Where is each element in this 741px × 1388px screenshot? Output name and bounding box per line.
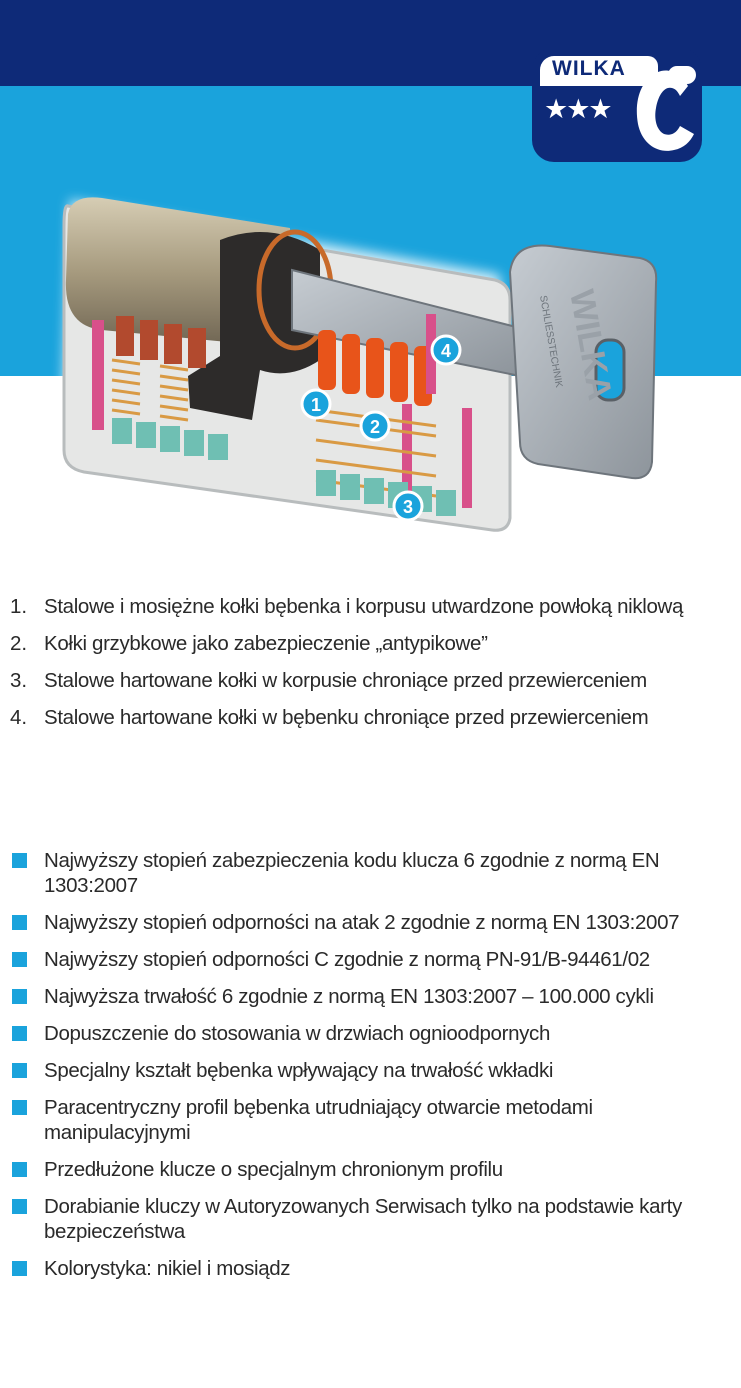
- bullet-feature: [0, 848, 741, 898]
- feature-text: Dopuszczenie do stosowania w drzwiach ognioodpornych: [44, 1022, 550, 1045]
- bullet-feature: [0, 910, 741, 935]
- numbered-features-list: [0, 594, 741, 742]
- svg-text:2: 2: [369, 417, 381, 437]
- bullet-feature: [0, 947, 741, 972]
- bullet-square-icon: [12, 1261, 27, 1276]
- bullet-feature: [0, 1256, 741, 1281]
- callout-4: [432, 336, 460, 364]
- feature-text: Dorabianie kluczy w Autoryzowanych Serwisach tylko na podstawie karty bezpieczeństwa: [44, 1195, 682, 1243]
- feature-text: Kolorystyka: nikiel i mosiądz: [44, 1257, 291, 1280]
- feature-number: 1.: [10, 595, 28, 618]
- bullet-features-list: [0, 848, 741, 1293]
- bullet-feature: [0, 1021, 741, 1046]
- bullet-square-icon: [12, 1162, 27, 1177]
- bullet-feature: [0, 984, 741, 1009]
- numbered-feature: [0, 668, 741, 693]
- bullet-square-icon: [12, 952, 27, 967]
- feature-text: Najwyższy stopień zabezpieczenia kodu klucza 6 zgodnie z normą EN 1303:2007: [44, 849, 660, 897]
- bullet-square-icon: [12, 1100, 27, 1115]
- feature-text: Kołki grzybkowe jako zabezpieczenie „antypikowe”: [44, 632, 488, 655]
- bullet-square-icon: [12, 915, 27, 930]
- callout-1: [302, 390, 330, 418]
- badge-brand-label: WILKA: [552, 57, 626, 80]
- numbered-feature: [0, 594, 741, 619]
- feature-number: 4.: [10, 706, 28, 729]
- key-sub-text: SCHLIESSTECHNIK: [537, 294, 565, 389]
- feature-text: Przedłużone klucze o specjalnym chronionym profilu: [44, 1158, 503, 1181]
- feature-text: Paracentryczny profil bębenka utrudniający otwarcie metodami manipulacyjnymi: [44, 1096, 593, 1144]
- bullet-feature: [0, 1058, 741, 1083]
- feature-text: Stalowe hartowane kołki w korpusie chroniące przed przewierceniem: [44, 669, 647, 692]
- feature-number: 3.: [10, 669, 28, 692]
- bullet-square-icon: [12, 1026, 27, 1041]
- key-brand-text: WILKA: [562, 286, 619, 404]
- svg-text:3: 3: [402, 497, 414, 517]
- hero-banner: [0, 0, 741, 560]
- bullet-square-icon: [12, 989, 27, 1004]
- numbered-feature: [0, 631, 741, 656]
- feature-text: Najwyższy stopień odporności C zgodnie z normą PN-91/B-94461/02: [44, 948, 650, 971]
- callout-2: [361, 412, 389, 440]
- feature-text: Najwyższa trwałość 6 zgodnie z normą EN 1303:2007 – 100.000 cykli: [44, 985, 654, 1008]
- badge-stars: ★★★: [544, 94, 611, 124]
- svg-text:1: 1: [310, 395, 322, 415]
- bullet-square-icon: [12, 1199, 27, 1214]
- feature-text: Najwyższy stopień odporności na atak 2 zgodnie z normą EN 1303:2007: [44, 911, 680, 934]
- numbered-feature: [0, 705, 741, 730]
- bullet-square-icon: [12, 853, 27, 868]
- feature-text: Specjalny kształt bębenka wpływający na trwałość wkładki: [44, 1059, 554, 1082]
- bullet-feature: [0, 1095, 741, 1145]
- bullet-square-icon: [12, 1063, 27, 1078]
- wilka-c-badge: [532, 48, 702, 162]
- svg-text:4: 4: [440, 341, 452, 361]
- feature-text: Stalowe hartowane kołki w bębenku chroniące przed przewierceniem: [44, 706, 649, 729]
- callout-3: [394, 492, 422, 520]
- bullet-feature: [0, 1194, 741, 1244]
- lock-cylinder-illustration: [40, 180, 680, 560]
- bullet-feature: [0, 1157, 741, 1182]
- feature-number: 2.: [10, 632, 28, 655]
- class-c-emblem: [628, 62, 700, 160]
- feature-text: Stalowe i mosiężne kołki bębenka i korpusu utwardzone powłoką niklową: [44, 595, 684, 618]
